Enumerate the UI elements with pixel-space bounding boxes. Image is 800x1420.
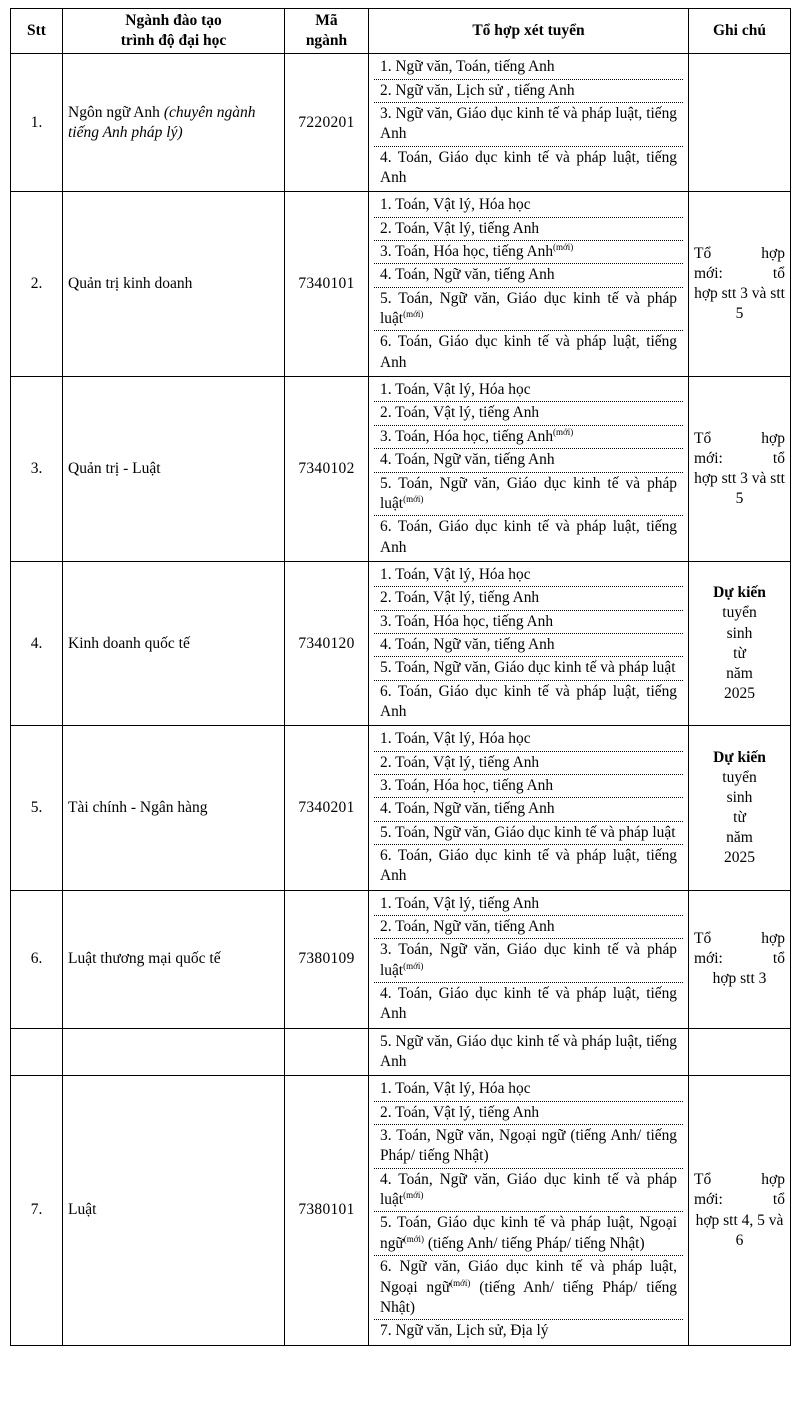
- note-line: hợp stt 3: [694, 285, 748, 303]
- cell-combinations: [369, 1076, 689, 1345]
- header-code: [285, 9, 369, 54]
- note-line: từ: [733, 644, 746, 662]
- cell-code: 7220201: [285, 54, 369, 192]
- combination-item: 2. Ngữ văn, Lịch sử , tiếng Anh: [374, 80, 683, 103]
- combination-item: 1. Toán, Vật lý, Hóa học: [374, 728, 683, 751]
- header-major-line1: Ngành đào tạo: [125, 12, 222, 29]
- combination-item: 4. Toán, Ngữ văn, tiếng Anh: [374, 264, 683, 287]
- table-row: [11, 192, 791, 377]
- note-line: 5 và 6: [735, 1211, 784, 1249]
- cell-major: Kinh doanh quốc tế: [63, 562, 285, 726]
- table-header: [11, 9, 791, 54]
- note-line: năm: [726, 664, 753, 682]
- combination-list: [374, 728, 683, 887]
- combination-item: 3. Ngữ văn, Giáo dục kinh tế và pháp luật, tiếng Anh: [374, 103, 683, 147]
- cell-code: 7380109: [285, 890, 369, 1028]
- combination-item: 3. Toán, Ngữ văn, Giáo dục kinh tế và pháp luật$^{(mới)}$: [374, 939, 683, 983]
- header-major: [63, 9, 285, 54]
- cell-major: Quản trị - Luật: [63, 377, 285, 562]
- cell-note: [689, 726, 791, 890]
- cell-code: 7380101: [285, 1076, 369, 1345]
- combination-item: 5. Toán, Ngữ văn, Giáo dục kinh tế và pháp luật$^{(mới)}$: [374, 473, 683, 517]
- combination-item: 1. Toán, Vật lý, Hóa học: [374, 194, 683, 217]
- note-line: hợp stt 3: [712, 970, 767, 988]
- cell-combinations: [369, 377, 689, 562]
- combination-item: 6. Toán, Giáo dục kinh tế và pháp luật, tiếng Anh: [380, 846, 677, 885]
- cell-note: [689, 54, 791, 192]
- combination-list: [374, 893, 683, 1026]
- header-code-line2: ngành: [305, 32, 348, 50]
- combination-item: 6. Toán, Giáo dục kinh tế và pháp luật, tiếng Anh: [380, 333, 677, 371]
- cell-major: Quản trị kinh doanh: [63, 192, 285, 377]
- note-line: từ: [733, 808, 746, 826]
- combination-item: 6. Ngữ văn, Giáo dục kinh tế và pháp luật, Ngoại ngữ$^{(mới)}$ (tiếng Anh/ tiếng Pháp/ tiếng Nhật): [374, 1256, 683, 1320]
- table-row: [11, 1076, 791, 1345]
- cell-stt: 6.: [11, 890, 63, 1028]
- cell-combinations: [369, 54, 689, 192]
- combination-item: 2. Toán, Vật lý, tiếng Anh: [374, 402, 683, 425]
- combination-item: 2. Toán, Vật lý, tiếng Anh: [374, 587, 683, 610]
- cell-stt: 2.: [11, 192, 63, 377]
- note-line: mới: tổ: [694, 1191, 785, 1209]
- cell-combinations: [369, 192, 689, 377]
- cell-combinations: [369, 562, 689, 726]
- note-line: tuyển: [722, 604, 757, 622]
- cell-stt: 4.: [11, 562, 63, 726]
- note-line: sinh: [726, 788, 753, 806]
- table-row: [11, 726, 791, 890]
- header-code-line1: Mã: [315, 12, 338, 29]
- combination-item: 5. Ngữ văn, Giáo dục kinh tế và pháp luật, tiếng Anh: [380, 1032, 677, 1071]
- combination-list: [374, 194, 683, 374]
- note-line: 2025: [724, 849, 755, 867]
- combination-item: 3. Toán, Hóa học, tiếng Anh$^{(mới)}$: [374, 241, 683, 264]
- combination-item: 4. Toán, Giáo dục kinh tế và pháp luật, tiếng Anh: [380, 985, 677, 1023]
- cell-major: Tài chính - Ngân hàng: [63, 726, 285, 890]
- combination-list: [374, 1031, 683, 1074]
- combination-item: 2. Toán, Vật lý, tiếng Anh: [374, 1102, 683, 1125]
- table-row: [11, 1028, 791, 1076]
- combination-item: 1. Toán, Vật lý, Hóa học: [374, 1078, 683, 1101]
- note-line: mới: tổ: [694, 449, 785, 467]
- major-name: Ngôn ngữ Anh: [68, 103, 164, 121]
- note-line: tuyển: [722, 768, 757, 786]
- combination-item: 2. Toán, Ngữ văn, tiếng Anh: [374, 916, 683, 939]
- combination-item: 5. Toán, Ngữ văn, Giáo dục kinh tế và pháp luật: [374, 822, 683, 845]
- combination-item: 1. Toán, Vật lý, Hóa học: [374, 564, 683, 587]
- note-line: Tổ hợp: [694, 429, 785, 447]
- note-line: mới: tổ: [694, 265, 785, 283]
- table-body: [11, 54, 791, 1345]
- combination-item: 4. Toán, Ngữ văn, tiếng Anh: [374, 798, 683, 821]
- note-line: Tổ hợp: [694, 929, 785, 947]
- header-note: Ghi chú: [689, 9, 791, 54]
- combination-item: 3. Toán, Ngữ văn, Ngoại ngữ (tiếng Anh/ tiếng Pháp/ tiếng Nhật): [374, 1125, 683, 1169]
- combination-item: 5. Toán, Ngữ văn, Giáo dục kinh tế và pháp luật$^{(mới)}$: [374, 288, 683, 332]
- table-row: [11, 54, 791, 192]
- combination-item: 5. Toán, Giáo dục kinh tế và pháp luật, Ngoại ngữ$^{(mới)}$ (tiếng Anh/ tiếng Pháp/ tiếng Nhật): [374, 1212, 683, 1256]
- admission-table: [10, 8, 791, 1346]
- note-line: sinh: [726, 624, 753, 642]
- cell-stt: 7.: [11, 1076, 63, 1345]
- cell-major: [63, 1028, 285, 1076]
- cell-note: [689, 1076, 791, 1345]
- note-line: Tổ hợp: [694, 244, 785, 262]
- note-line: và stt 5: [735, 470, 785, 508]
- combination-item: 3. Toán, Hóa học, tiếng Anh: [374, 611, 683, 634]
- combination-list: [374, 379, 683, 559]
- note-title: Dự kiến: [713, 584, 766, 602]
- combination-list: [374, 1078, 683, 1342]
- cell-code: 7340102: [285, 377, 369, 562]
- note-line: năm: [726, 829, 753, 847]
- combination-item: 4. Toán, Ngữ văn, tiếng Anh: [374, 634, 683, 657]
- combination-item: 1. Ngữ văn, Toán, tiếng Anh: [374, 56, 683, 79]
- combination-item: 5. Toán, Ngữ văn, Giáo dục kinh tế và pháp luật: [374, 657, 683, 680]
- combination-list: [374, 564, 683, 723]
- major-specialization: (chuyên ngành tiếng Anh pháp lý): [68, 103, 256, 141]
- note-line: 2025: [724, 684, 755, 702]
- table-row: [11, 562, 791, 726]
- combination-item: 1. Toán, Vật lý, tiếng Anh: [374, 893, 683, 916]
- cell-stt: 3.: [11, 377, 63, 562]
- cell-note: [689, 562, 791, 726]
- table-row: [11, 890, 791, 1028]
- combination-item: 6. Toán, Giáo dục kinh tế và pháp luật, tiếng Anh: [380, 518, 677, 556]
- note-line: hợp stt 4,: [695, 1211, 754, 1229]
- combination-item: 1. Toán, Vật lý, Hóa học: [374, 379, 683, 402]
- cell-code: 7340101: [285, 192, 369, 377]
- cell-code: 7340120: [285, 562, 369, 726]
- combination-item: 4. Toán, Ngữ văn, Giáo dục kinh tế và pháp luật$^{(mới)}$: [374, 1169, 683, 1213]
- cell-combinations: [369, 726, 689, 890]
- cell-major: Luật thương mại quốc tế: [63, 890, 285, 1028]
- combination-item: 3. Toán, Hóa học, tiếng Anh$^{(mới)}$: [374, 426, 683, 449]
- note-line: hợp stt 3: [694, 470, 748, 488]
- combination-item: 2. Toán, Vật lý, tiếng Anh: [374, 218, 683, 241]
- note-line: mới: tổ: [694, 950, 785, 968]
- combination-item: 2. Toán, Vật lý, tiếng Anh: [374, 752, 683, 775]
- combination-item: 4. Toán, Ngữ văn, tiếng Anh: [374, 449, 683, 472]
- header-row: [11, 9, 791, 54]
- cell-code: 7340201: [285, 726, 369, 890]
- cell-stt: 1.: [11, 54, 63, 192]
- combination-item: 4. Toán, Giáo dục kinh tế và pháp luật, tiếng Anh: [380, 148, 677, 186]
- header-stt: Stt: [11, 9, 63, 54]
- cell-note: [689, 1028, 791, 1076]
- table-row: [11, 377, 791, 562]
- cell-stt: [11, 1028, 63, 1076]
- cell-combinations: [369, 1028, 689, 1076]
- header-combination: Tổ hợp xét tuyển: [369, 9, 689, 54]
- cell-major: [63, 54, 285, 192]
- note-line: và stt 5: [735, 285, 785, 323]
- combination-item: 3. Toán, Hóa học, tiếng Anh: [374, 775, 683, 798]
- cell-major: Luật: [63, 1076, 285, 1345]
- header-major-line2: trình độ đại học: [120, 32, 227, 50]
- cell-stt: 5.: [11, 726, 63, 890]
- note-title: Dự kiến: [713, 748, 766, 766]
- cell-note: [689, 890, 791, 1028]
- combination-list: [374, 56, 683, 189]
- cell-combinations: [369, 890, 689, 1028]
- cell-code: [285, 1028, 369, 1076]
- combination-item: 6. Toán, Giáo dục kinh tế và pháp luật, tiếng Anh: [380, 682, 677, 720]
- cell-note: [689, 377, 791, 562]
- cell-note: [689, 192, 791, 377]
- note-line: Tổ hợp: [694, 1171, 785, 1189]
- combination-item: 7. Ngữ văn, Lịch sử, Địa lý: [380, 1322, 549, 1340]
